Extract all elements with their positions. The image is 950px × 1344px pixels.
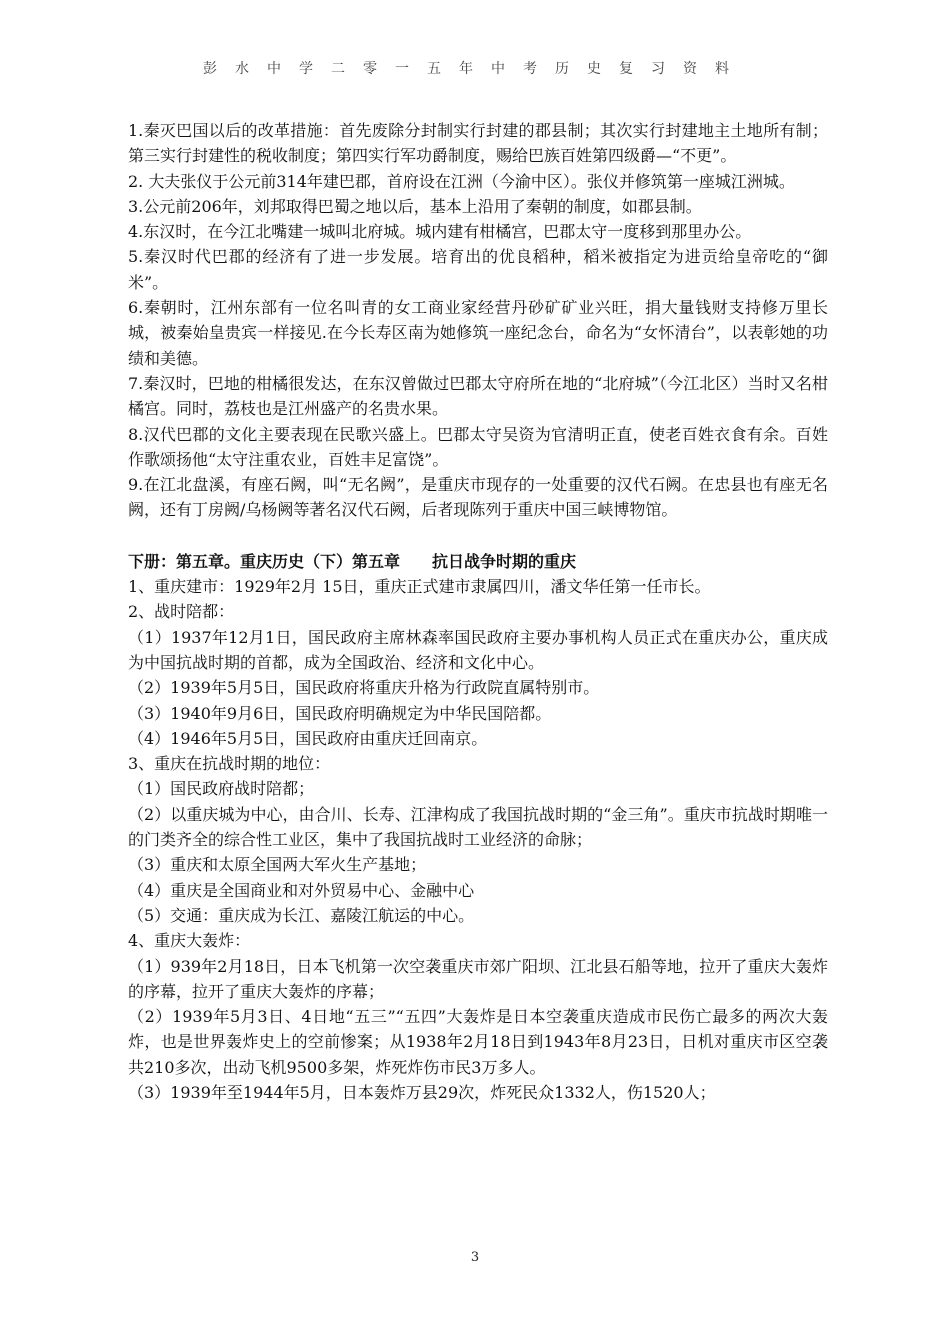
paragraph: 9.在江北盘溪，有座石阙，叫“无名阙”，是重庆市现存的一处重要的汉代石阙。在忠县也有座无名阙，还有丁房阙/乌杨阙等著名汉代石阙，后者现陈列于重庆中国三峡博物馆。 <box>128 475 828 520</box>
paragraph: （2）1939年5月3日、4日地“五三”“五四”大轰炸是日本空袭重庆造成市民伤亡最多的两次大轰炸，也是世界轰炸史上的空前惨案；从1938年2月18日到1943年8月23日，日机对重庆市区空袭共210多次，出动飞机9500多架，炸死炸伤市民3万多人。 <box>128 1007 828 1077</box>
paragraph: （4）重庆是全国商业和对外贸易中心、金融中心 <box>128 880 475 900</box>
paragraph: （3）重庆和太原全国两大军火生产基地； <box>128 855 427 875</box>
paragraph: （1）国民政府战时陪都； <box>128 779 315 799</box>
paragraph: 4.东汉时，在今江北嘴建一城叫北府城。城内建有柑橘宫，巴郡太守一度移到那里办公。 <box>128 222 752 242</box>
paragraph: 4、重庆大轰炸： <box>128 931 251 951</box>
paragraph: （2）1939年5月5日，国民政府将重庆升格为行政院直属特别市。 <box>128 678 600 698</box>
section-gap <box>128 523 828 549</box>
paragraph: 1、重庆建市：1929年2月 15日，重庆正式建市隶属四川，潘文华任第一任市长。 <box>128 577 711 597</box>
paragraph: （3）1939年至1944年5月，日本轰炸万县29次，炸死民众1332人，伤1520人； <box>128 1082 716 1102</box>
paragraph: 8.汉代巴郡的文化主要表现在民歌兴盛上。巴郡太守吴资为官清明正直，使老百姓衣食有余。百姓作歌颂扬他“太守注重农业，百姓丰足富饶”。 <box>128 424 828 469</box>
paragraph: 3.公元前206年，刘邦取得巴蜀之地以后，基本上沿用了秦朝的制度，如郡县制。 <box>128 196 702 216</box>
paragraph: 5.秦汉时代巴郡的经济有了进一步发展。培育出的优良稻种，稻米被指定为进贡给皇帝吃的“御米”。 <box>128 247 828 292</box>
paragraph: （4）1946年5月5日，国民政府由重庆迁回南京。 <box>128 728 488 748</box>
paragraph: （1）939年2月18日，日本飞机第一次空袭重庆市郊广阳坝、江北县石船等地，拉开了重庆大轰炸的序幕，拉开了重庆大轰炸的序幕； <box>128 956 828 1001</box>
document-body <box>128 118 828 1105</box>
paragraph: （3）1940年9月6日，国民政府明确规定为中华民国陪都。 <box>128 703 552 723</box>
page-number: 3 <box>470 1250 480 1265</box>
paragraph: 2、战时陪都： <box>128 602 235 622</box>
section-heading: 下册：第五章。重庆历史（下）第五章 抗日战争时期的重庆 <box>128 551 577 571</box>
paragraph: （1）1937年12月1日，国民政府主席林森率国民政府主要办事机构人员正式在重庆办公，重庆成为中国抗战时期的首都，成为全国政治、经济和文化中心。 <box>128 627 828 672</box>
page-header: 彭水中学二零一五年中考历史复习资料 <box>203 61 747 77</box>
paragraph: 6.秦朝时，江州东部有一位名叫青的女工商业家经营丹砂矿矿业兴旺，捐大量钱财支持修万里长城，被秦始皇贵宾一样接见.在今长寿区南为她修筑一座纪念台，命名为“女怀清台”，以表彰她的功绩和美德。 <box>128 298 828 368</box>
paragraph: 2. 大夫张仪于公元前314年建巴郡，首府设在江洲（今渝中区）。张仪并修筑第一座城江洲城。 <box>128 171 795 191</box>
paragraph: （2）以重庆城为中心，由合川、长寿、江津构成了我国抗战时期的“金三角”。重庆市抗战时期唯一的门类齐全的综合性工业区，集中了我国抗战时工业经济的命脉； <box>128 804 828 850</box>
paragraph: 7.秦汉时，巴地的柑橘很发达，在东汉曾做过巴郡太守府所在地的“北府城”（今江北区）当时又名柑橘宫。同时，荔枝也是江州盛产的名贵水果。 <box>128 373 828 419</box>
paragraph: 1.秦灭巴国以后的改革措施：首先废除分封制实行封建的郡县制；其次实行封建地主土地所有制；第三实行封建性的税收制度；第四实行军功爵制度，赐给巴族百姓第四级爵—“不更”。 <box>128 121 828 166</box>
paragraph: 3、重庆在抗战时期的地位： <box>128 754 331 774</box>
paragraph: （5）交通：重庆成为长江、嘉陵江航运的中心。 <box>128 905 475 925</box>
